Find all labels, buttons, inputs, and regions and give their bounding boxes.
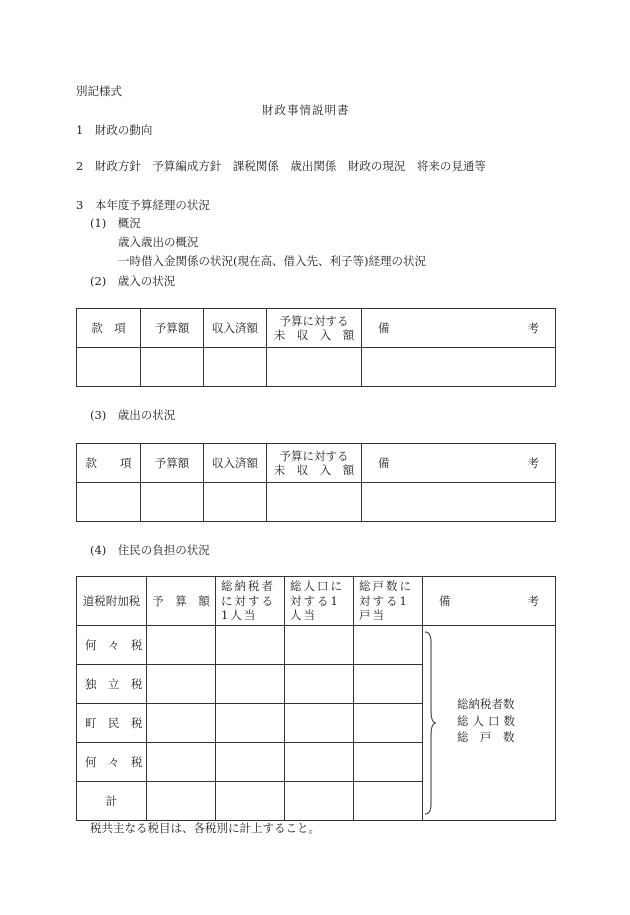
table-row — [77, 626, 556, 665]
expenditure-header-received: 収入済額 — [204, 444, 267, 483]
footnote: 税共主なる税目は、各税別に計上すること。 — [90, 821, 320, 835]
remarks-total-taxpayers: 総納税者数 — [457, 697, 515, 711]
burden-remarks-cell — [423, 626, 556, 821]
revenue-header-remarks — [362, 309, 556, 348]
revenue-header-remarks-left: 備 — [378, 321, 390, 335]
burden-cell[interactable] — [216, 743, 285, 782]
revenue-header-account: 款 項 — [77, 309, 141, 348]
burden-header-remarks-right: 考 — [527, 594, 539, 608]
burden-cell[interactable] — [285, 743, 354, 782]
revenue-cell[interactable] — [77, 348, 141, 387]
burden-header-per-taxpayer — [216, 577, 285, 626]
expenditure-header-budget: 予算額 — [141, 444, 204, 483]
revenue-header-budget: 予算額 — [141, 309, 204, 348]
expenditure-header-remarks-right: 考 — [527, 456, 539, 470]
expenditure-cell[interactable] — [141, 483, 204, 522]
burden-cell[interactable] — [216, 704, 285, 743]
burden-header-remarks — [423, 577, 556, 626]
expenditure-header-account: 款 項 — [77, 444, 141, 483]
section-1-heading: 1 財政の動向 — [76, 123, 153, 137]
expenditure-table — [76, 443, 556, 522]
burden-cell[interactable] — [354, 665, 423, 704]
burden-header-budget: 予 算 額 — [147, 577, 216, 626]
revenue-table — [76, 308, 556, 387]
section-3-3-heading: (3) 歳出の状況 — [90, 408, 176, 422]
burden-header-remarks-left: 備 — [439, 594, 451, 608]
burden-cell[interactable] — [285, 665, 354, 704]
section-3-1-item-a: 歳入歳出の概況 — [118, 235, 199, 249]
section-3-1-heading: (1) 概況 — [90, 216, 141, 230]
burden-cell[interactable] — [354, 782, 423, 821]
remarks-total-population: 総人口数 — [457, 713, 519, 728]
expenditure-header-uncollected-line1: 予算に対する — [279, 448, 349, 463]
burden-row-label: 町 民 税 — [77, 704, 147, 743]
burden-cell[interactable] — [285, 782, 354, 821]
burden-header-per-taxpayer-line2: に対する — [221, 593, 275, 608]
expenditure-cell[interactable] — [204, 483, 267, 522]
burden-remarks-text — [457, 696, 519, 746]
burden-cell[interactable] — [354, 626, 423, 665]
expenditure-cell[interactable] — [267, 483, 362, 522]
section-3-4-heading: (4) 住民の負担の状況 — [90, 543, 210, 557]
burden-header-per-capita-line3: 人当 — [290, 608, 317, 623]
section-3-heading: 3 本年度予算経理の状況 — [76, 198, 210, 212]
burden-header-tax: 道税附加税 — [77, 577, 147, 626]
burden-header-per-capita-line2: 対する1 — [290, 593, 340, 608]
revenue-cell[interactable] — [204, 348, 267, 387]
burden-header-per-household-line2: 対する1 — [359, 593, 409, 608]
revenue-header-uncollected — [267, 309, 362, 348]
burden-header-per-taxpayer-line3: 1人当 — [221, 608, 258, 623]
expenditure-cell[interactable] — [77, 483, 141, 522]
expenditure-header-uncollected-line2: 未 収 入 額 — [273, 463, 355, 477]
expenditure-header-remarks-left: 備 — [378, 456, 390, 470]
burden-cell[interactable] — [147, 743, 216, 782]
burden-cell[interactable] — [147, 782, 216, 821]
burden-row-total-label: 計 — [77, 782, 147, 821]
form-label: 別記様式 — [76, 84, 122, 98]
section-2-heading: 2 財政方針 予算編成方針 課税関係 歳出関係 財政の現況 将来の見通等 — [76, 159, 486, 173]
burden-header-per-capita — [285, 577, 354, 626]
burden-row-label: 何 々 税 — [77, 743, 147, 782]
burden-cell[interactable] — [147, 665, 216, 704]
burden-header-per-household-line1: 総戸数に — [359, 579, 413, 594]
burden-header-per-household — [354, 577, 423, 626]
burden-cell[interactable] — [216, 626, 285, 665]
revenue-header-received: 収入済額 — [204, 309, 267, 348]
revenue-cell[interactable] — [141, 348, 204, 387]
revenue-header-remarks-right: 考 — [527, 321, 539, 335]
burden-cell[interactable] — [147, 704, 216, 743]
burden-cell[interactable] — [285, 704, 354, 743]
expenditure-header-remarks — [362, 444, 556, 483]
expenditure-header-uncollected — [267, 444, 362, 483]
revenue-header-uncollected-line1: 予算に対する — [279, 313, 349, 328]
burden-header-per-household-line3: 戸当 — [359, 608, 386, 623]
burden-header-per-capita-line1: 総人口に — [290, 579, 344, 594]
burden-row-label: 何 々 税 — [77, 626, 147, 665]
expenditure-cell[interactable] — [362, 483, 556, 522]
burden-header-per-taxpayer-line1: 総納税者 — [221, 579, 275, 594]
section-3-2-heading: (2) 歳入の状況 — [90, 274, 176, 288]
revenue-header-uncollected-line2: 未 収 入 額 — [273, 328, 355, 342]
section-3-1-item-b: 一時借入金関係の状況(現在高、借入先、利子等)経理の状況 — [118, 254, 426, 268]
burden-cell[interactable] — [216, 665, 285, 704]
burden-cell[interactable] — [147, 626, 216, 665]
burden-table — [76, 576, 556, 821]
burden-cell[interactable] — [285, 626, 354, 665]
burden-cell[interactable] — [354, 704, 423, 743]
burden-cell[interactable] — [216, 782, 285, 821]
table-row — [77, 348, 556, 387]
revenue-cell[interactable] — [362, 348, 556, 387]
remarks-total-households: 総 戸 数 — [457, 730, 515, 745]
burden-row-label: 独 立 税 — [77, 665, 147, 704]
page-title: 財政事情説明書 — [262, 103, 350, 117]
curly-brace-icon — [423, 630, 437, 816]
burden-cell[interactable] — [354, 743, 423, 782]
table-row — [77, 483, 556, 522]
revenue-cell[interactable] — [267, 348, 362, 387]
